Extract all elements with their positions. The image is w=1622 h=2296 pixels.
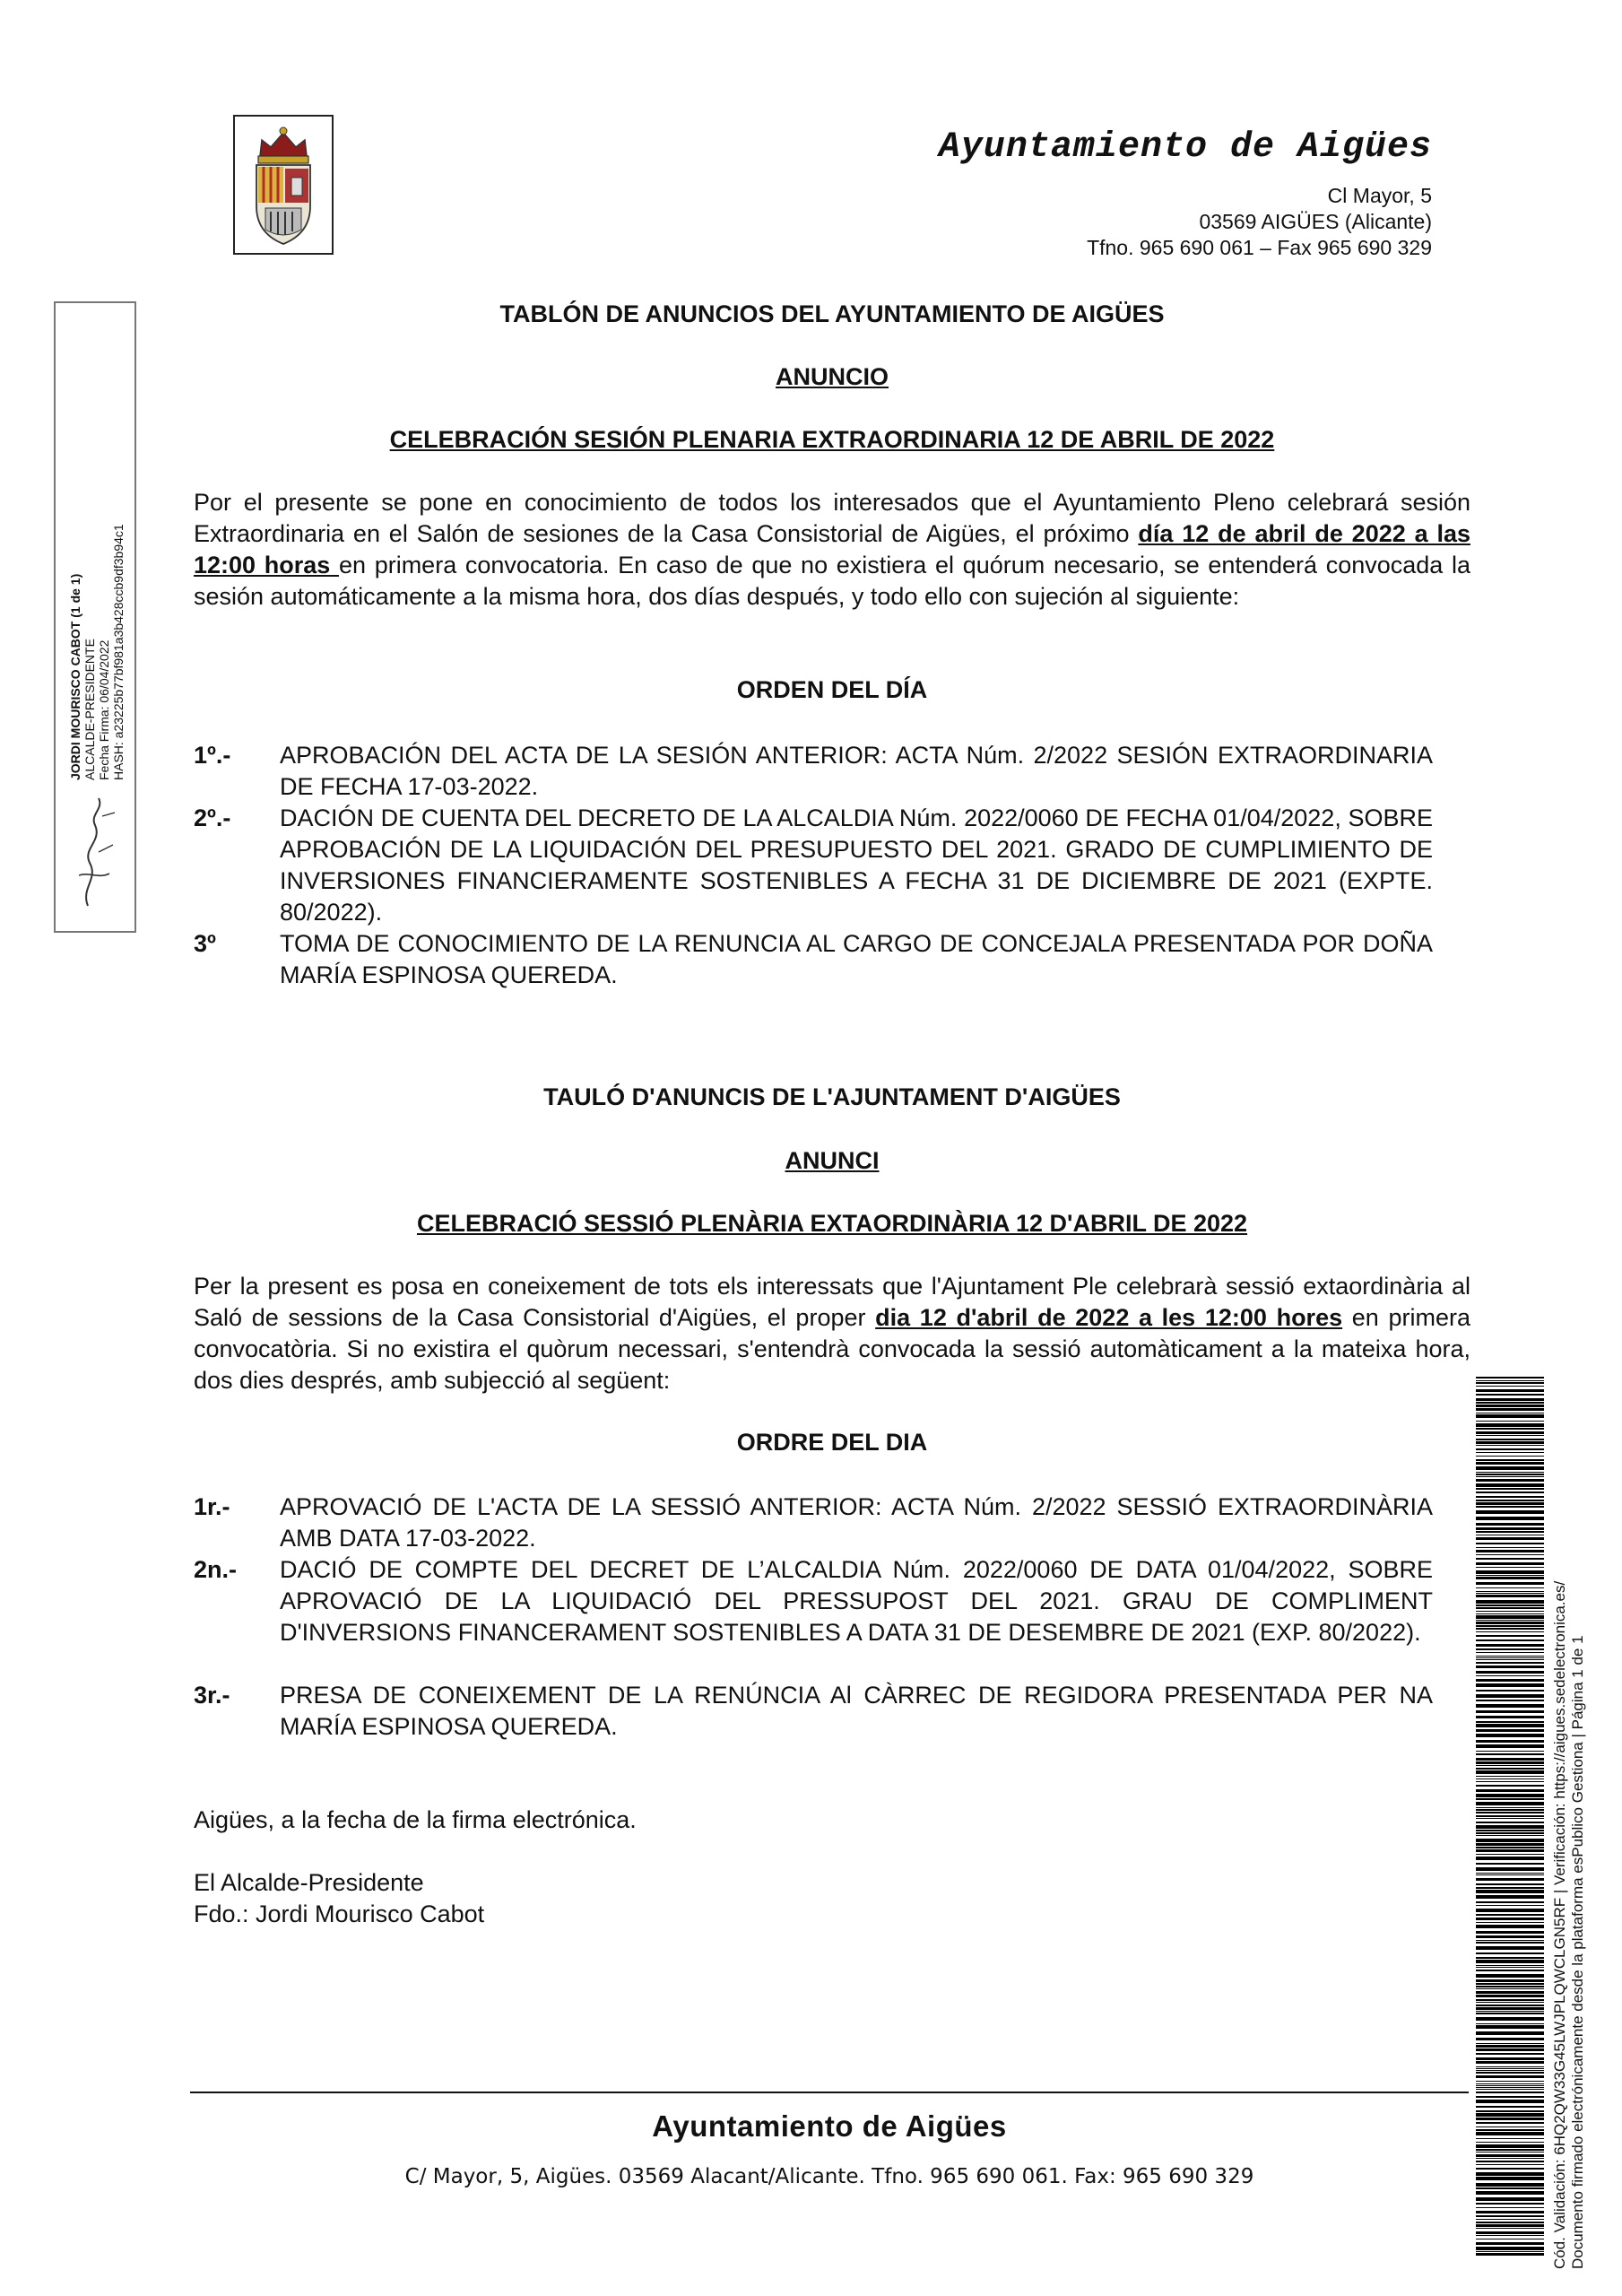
agenda-title-es: ORDEN DEL DÍA xyxy=(736,676,928,703)
footer-title: Ayuntamiento de Aigües xyxy=(652,2109,1007,2143)
session-title-es: CELEBRACIÓN SESIÓN PLENARIA EXTRAORDINARIA 12 DE ABRIL DE 2022 xyxy=(389,426,1275,453)
footer-address: C/ Mayor, 5, Aigües. 03569 Alacant/Alicante. Tfno. 965 690 061. Fax: 965 690 329 xyxy=(404,2165,1254,2188)
intro-text-ca-a: Per la present es posa en coneixement de tots els interessats que l'Ajuntament Ple celebrarà sessió extaordinària al Saló de sessions de la Casa Consistorial d'Aigües, el proper xyxy=(194,1273,1470,1331)
agenda-item-number: 3r.- xyxy=(194,1682,230,1709)
validation-code: Cód. Validación: 6HQ2QW33G45LWJPLQWCLGN5RF | Verificación: https://aigues.sedelectronica.es/ xyxy=(1551,1580,1568,2269)
municipal-crest xyxy=(233,115,334,255)
agenda-item-text: TOMA DE CONOCIMIENTO DE LA RENUNCIA AL CARGO DE CONCEJALA PRESENTADA POR DOÑA MARÍA ESPINOSA QUEREDA. xyxy=(280,930,1433,988)
place-date: Aigües, a la fecha de la firma electrónica. xyxy=(194,1806,637,1833)
agenda-item-number: 3º xyxy=(194,930,216,957)
intro-text-es-b: en primera convocatoria. En caso de que no existiera el quórum necesario, se entenderá convocada la sesión automáticamente a la misma hora, dos días después, y todo ello con sujeción al siguiente: xyxy=(194,552,1470,610)
signed-by: Fdo.: Jordi Mourisco Cabot xyxy=(194,1900,485,1927)
notice-label-ca: ANUNCI xyxy=(785,1147,880,1174)
signature-details xyxy=(68,475,126,780)
agenda-item-number: 1º.- xyxy=(194,742,231,769)
signer-role: ALCALDE-PRESIDENTE xyxy=(82,639,97,780)
signer-name: JORDI MOURISCO CABOT (1 de 1) xyxy=(68,573,82,780)
address-city: 03569 AIGÜES (Alicante) xyxy=(1199,210,1432,233)
intro-paragraph-es xyxy=(194,487,1470,613)
org-title: Ayuntamiento de Aigües xyxy=(938,127,1432,168)
agenda-item-number: 2º.- xyxy=(194,804,231,831)
validation-platform: Documento firmado electrónicamente desde la plataforma esPublico Gestiona | Página 1 de 1 xyxy=(1569,1635,1586,2269)
board-title-ca: TAULÓ D'ANUNCIS DE L'AJUNTAMENT D'AIGÜES xyxy=(543,1083,1121,1110)
validation-text xyxy=(1551,1581,1587,2269)
barcode-icon xyxy=(1476,1377,1544,2257)
signature-date: Fecha Firma: 06/04/2022 xyxy=(97,639,111,780)
notice-label-es: ANUNCIO xyxy=(776,363,889,390)
signer-role-closing: El Alcalde-Presidente xyxy=(194,1869,424,1896)
board-title-es: TABLÓN DE ANUNCIOS DEL AYUNTAMIENTO DE AIGÜES xyxy=(499,300,1165,327)
agenda-item-number: 1r.- xyxy=(194,1493,230,1520)
intro-paragraph-ca xyxy=(194,1271,1470,1396)
agenda-item-number: 2n.- xyxy=(194,1556,238,1583)
address-phone: Tfno. 965 690 061 – Fax 965 690 329 xyxy=(1087,236,1432,259)
signature-hash: HASH: a23225b77bf981a3b428ccb9df3b94c1 xyxy=(111,524,126,780)
agenda-item-text: APROVACIÓ DE L'ACTA DE LA SESSIÓ ANTERIOR: ACTA Núm. 2/2022 SESSIÓ EXTRAORDINÀRIA AMB DATA 17-03-2022. xyxy=(280,1493,1433,1552)
agenda-item-text: PRESA DE CONEIXEMENT DE LA RENÚNCIA Al CÀRREC DE REGIDORA PRESENTADA PER NA MARÍA ESPINOSA QUEREDA. xyxy=(280,1682,1433,1740)
intro-text-es-a: Por el presente se pone en conocimiento de todos los interesados que el Ayuntamiento Pleno celebrará sesión Extraordinaria en el Salón de sesiones de la Casa Consistorial de Aigües, el próximo xyxy=(194,489,1470,547)
footer-divider xyxy=(190,2092,1469,2093)
address-street: Cl Mayor, 5 xyxy=(1327,184,1432,207)
agenda-title-ca: ORDRE DEL DIA xyxy=(736,1429,928,1456)
handwritten-signature-icon xyxy=(63,789,126,915)
intro-text-ca-b: en primera convocatòria. Si no existira el quòrum necessari, s'entendrà convocada la sessió automàticament a la mateixa hora, dos dies després, amb subjecció al següent: xyxy=(194,1304,1470,1394)
session-datetime-ca: dia 12 d'abril de 2022 a les 12:00 hores xyxy=(875,1304,1343,1331)
agenda-item-text: DACIÓ DE COMPTE DEL DECRET DE L’ALCALDIA Núm. 2022/0060 DE DATA 01/04/2022, SOBRE APROVACIÓ DE LA LIQUIDACIÓ DEL PRESSUPOST DEL 2021. GRAU DE COMPLIMENT D'INVERSIONS FINANCERAMENT SOSTENIBLES A DATA 31 DE DESEMBRE DE 2021 (EXP. 80/2022). xyxy=(280,1556,1433,1646)
session-title-ca: CELEBRACIÓ SESSIÓ PLENÀRIA EXTAORDINÀRIA 12 D'ABRIL DE 2022 xyxy=(416,1210,1248,1237)
agenda-item-text: APROBACIÓN DEL ACTA DE LA SESIÓN ANTERIOR: ACTA Núm. 2/2022 SESIÓN EXTRAORDINARIA DE FECHA 17-03-2022. xyxy=(280,742,1433,800)
coat-of-arms-icon xyxy=(235,117,332,253)
agenda-item-text: DACIÓN DE CUENTA DEL DECRETO DE LA ALCALDIA Núm. 2022/0060 DE FECHA 01/04/2022, SOBRE APROBACIÓN DE LA LIQUIDACIÓN DEL PRESUPUESTO DEL 2021. GRADO DE CUMPLIMIENTO DE INVERSIONES FINANCIERAMENTE SOSTENIBLES A FECHA 31 DE DICIEMBRE DE 2021 (EXPTE. 80/2022). xyxy=(280,804,1433,926)
session-datetime-es: día 12 de abril de 2022 a las 12:00 horas xyxy=(194,520,1470,578)
